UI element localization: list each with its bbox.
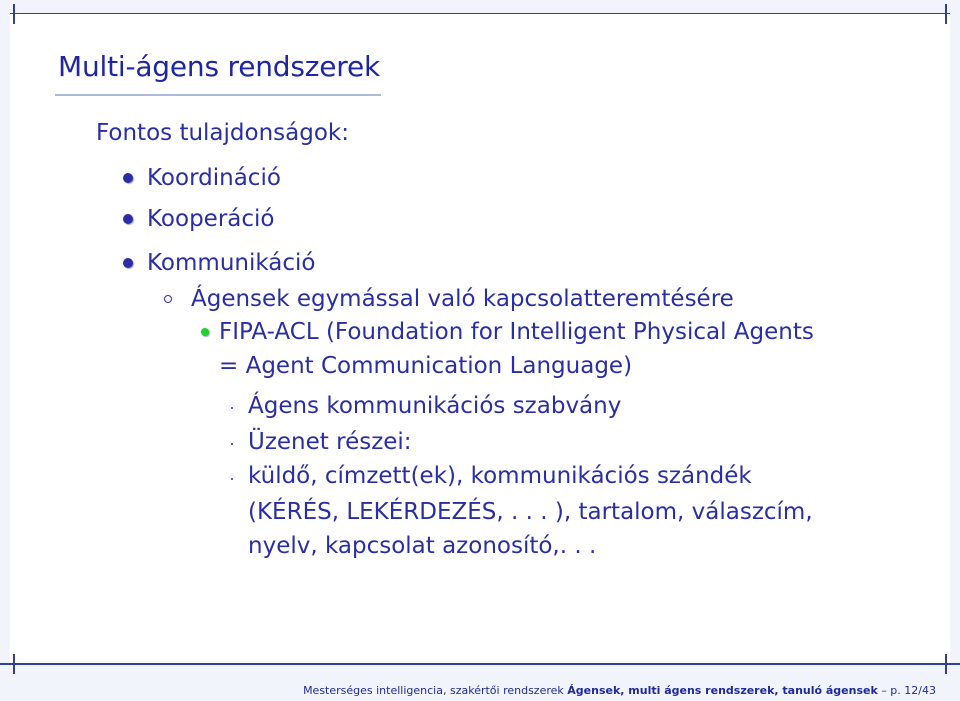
sub-item-fipa-acl-cont: = Agent Communication Language)	[219, 353, 633, 379]
intro-text: Fontos tulajdonságok:	[96, 120, 349, 146]
sub-item-keres: (KÉRÉS, LEKÉRDEZÉS, . . . ), tartalom, válaszcím,	[248, 499, 813, 525]
footer-page-prefix: – p.	[881, 684, 901, 697]
slide-title: Multi-ágens rendszerek	[58, 50, 381, 83]
frame-top-line	[10, 13, 950, 14]
footer-course: Mesterséges intelligencia, szakértői rendszerek	[303, 684, 564, 697]
frame-tick-top-left	[13, 4, 15, 24]
frame-tick-bottom-left	[13, 654, 15, 674]
frame-tick-top-right	[945, 4, 947, 24]
sub-item-szabvany: Ágens kommunikációs szabvány	[248, 393, 622, 419]
sub-item-nyelv: nyelv, kapcsolat azonosító,. . .	[248, 533, 597, 559]
frame-bottom-line	[0, 663, 960, 665]
ring-bullet-icon	[164, 295, 172, 303]
bullet-icon	[123, 173, 133, 183]
small-dot-icon	[231, 443, 233, 445]
sub-item-kapcsolatteremtes: Ágensek egymással való kapcsolatteremtésére	[191, 286, 734, 312]
sub-item-kuldo: küldő, címzett(ek), kommunikációs szándék	[248, 463, 752, 489]
bullet-icon	[123, 214, 133, 224]
small-dot-icon	[231, 407, 233, 409]
frame-tick-bottom-right	[945, 654, 947, 674]
bullet-icon	[123, 258, 133, 268]
footer-topic: Ágensek, multi ágens rendszerek, tanuló ágensek	[567, 684, 878, 697]
sub-item-uzenet-reszei: Üzenet részei:	[248, 429, 412, 455]
bullet-koordinacio: Koordináció	[147, 165, 281, 191]
green-bullet-icon	[201, 328, 209, 336]
small-dot-icon	[231, 478, 233, 480]
title-underline	[55, 94, 381, 96]
footer-page-number: 12/43	[904, 684, 936, 697]
bullet-kommunikacio: Kommunikáció	[147, 250, 316, 276]
slide-footer	[303, 684, 936, 697]
sub-item-fipa-acl: FIPA-ACL (Foundation for Intelligent Physical Agents	[219, 319, 814, 345]
bullet-kooperacio: Kooperáció	[147, 206, 275, 232]
